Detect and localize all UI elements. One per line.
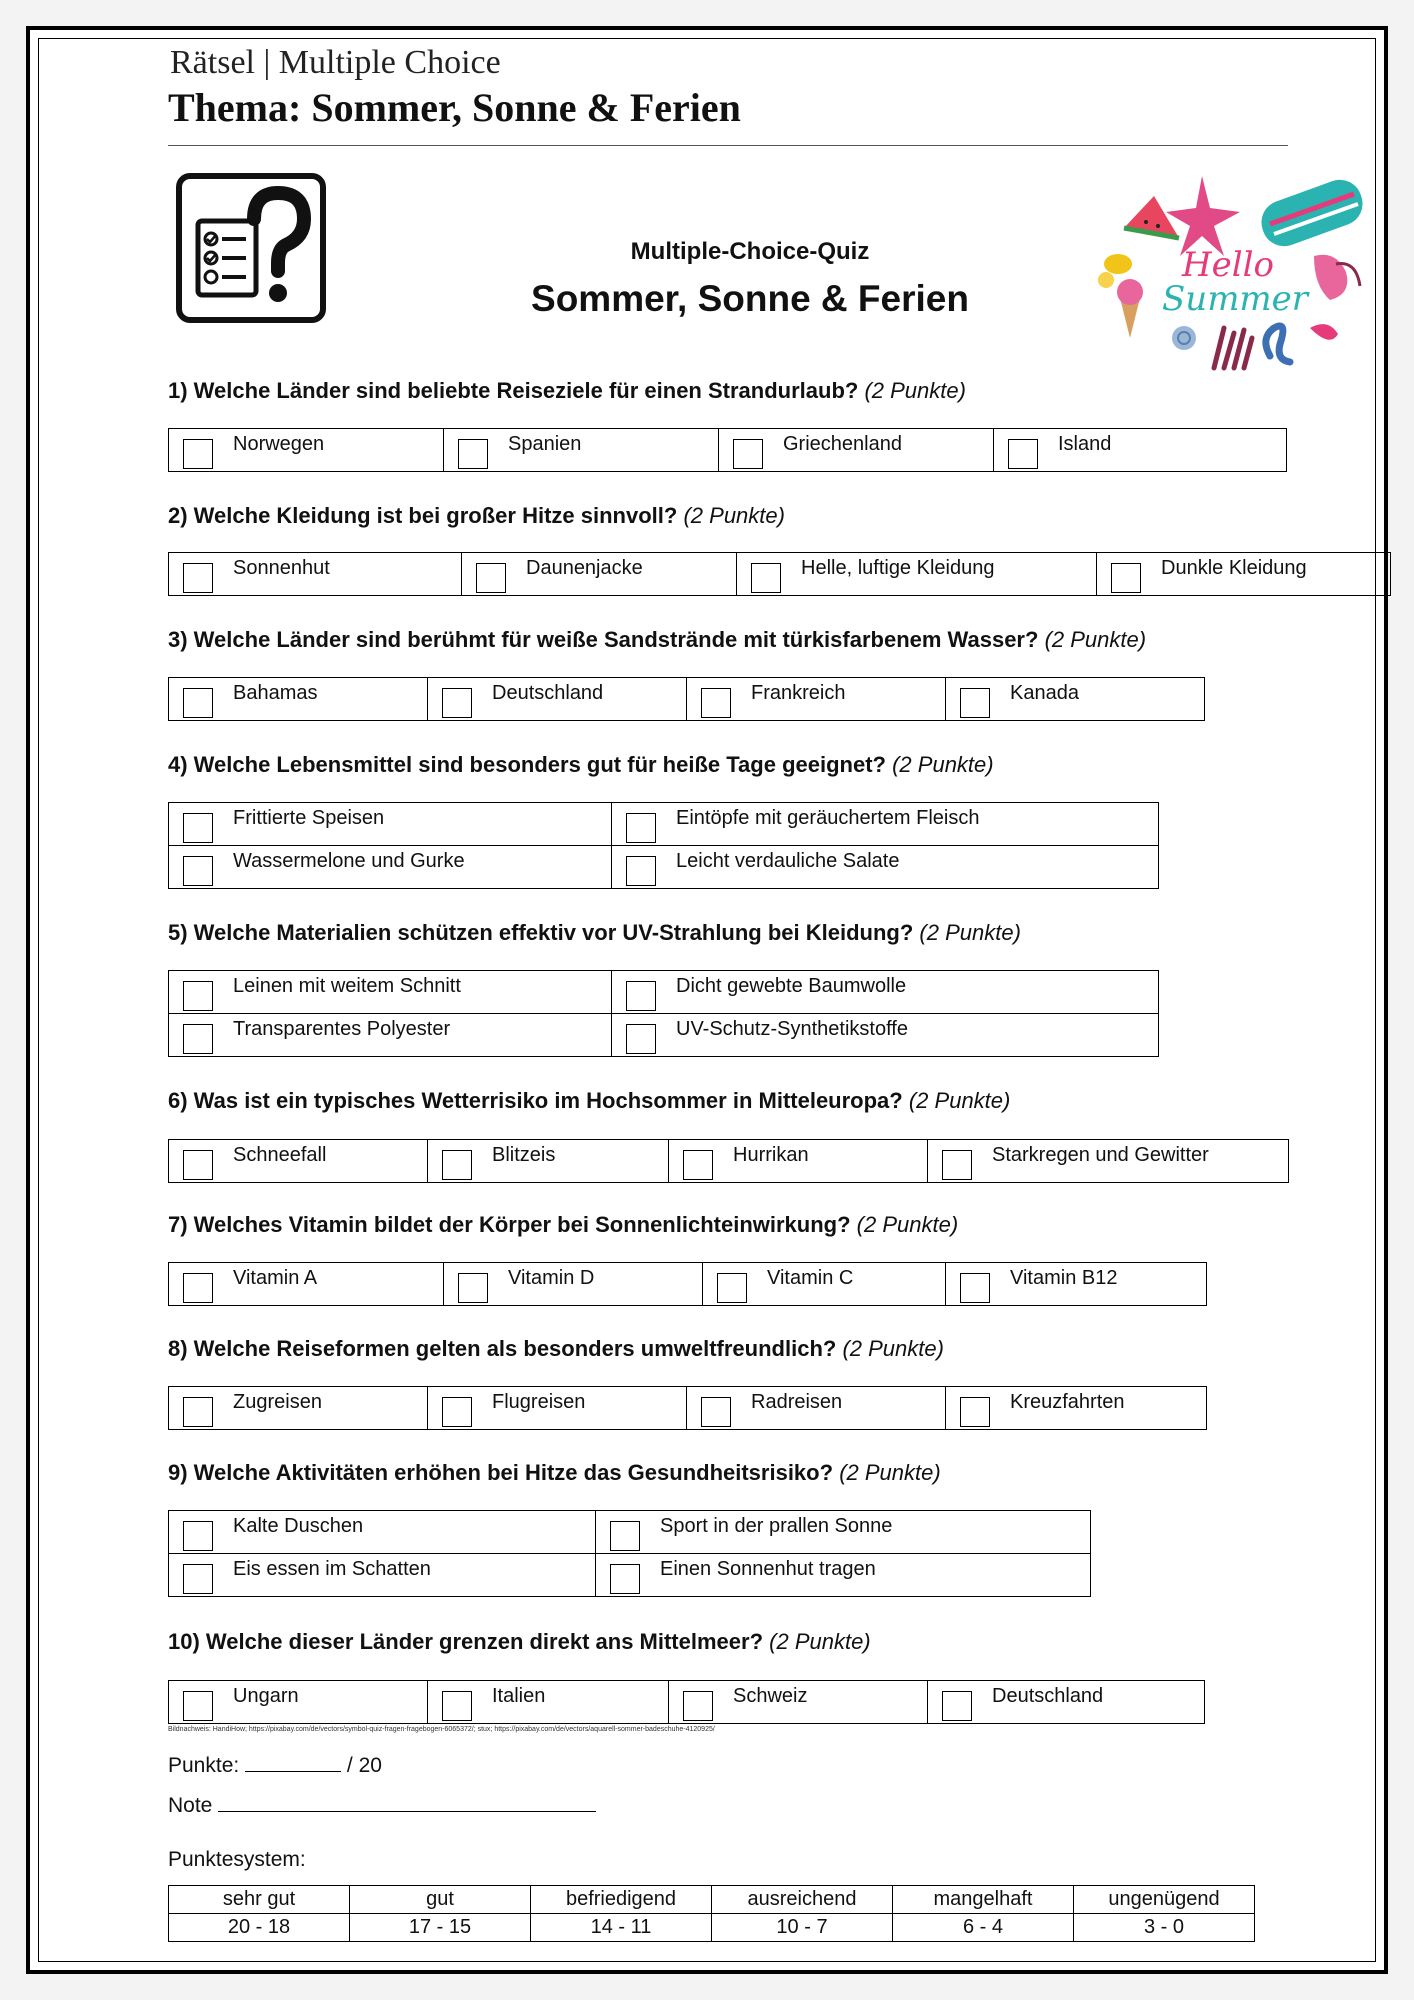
checkbox[interactable] (701, 688, 731, 718)
option-label: Vitamin C (767, 1266, 854, 1289)
checkbox[interactable] (183, 563, 213, 593)
checkbox[interactable] (1008, 439, 1038, 469)
option-cell[interactable] (169, 429, 444, 472)
option-label: Schneefall (233, 1143, 327, 1166)
checkbox[interactable] (626, 1024, 656, 1054)
question-4 (168, 752, 994, 778)
question-6-points: (2 Punkte) (908, 1088, 1011, 1113)
question-8 (168, 1336, 944, 1362)
sticker-hello-text: Hello (1182, 245, 1274, 285)
question-5-points: (2 Punkte) (919, 920, 1021, 945)
quiz-title: Sommer, Sonne & Ferien (531, 278, 969, 319)
question-8-points: (2 Punkte) (842, 1336, 944, 1361)
option-label: Starkregen und Gewitter (992, 1143, 1209, 1166)
grade-name: befriedigend (531, 1886, 712, 1914)
option-cell[interactable] (169, 971, 612, 1014)
option-cell[interactable] (596, 1511, 1091, 1554)
checkbox[interactable] (717, 1273, 747, 1303)
option-cell[interactable] (444, 429, 719, 472)
option-cell[interactable] (428, 1140, 669, 1183)
checkbox[interactable] (701, 1397, 731, 1427)
question-6 (168, 1088, 1010, 1114)
checkbox[interactable] (476, 563, 506, 593)
option-cell[interactable] (169, 1511, 596, 1554)
checkbox[interactable] (183, 1150, 213, 1180)
question-1-text: 1) Welche Länder sind beliebte Reiseziele für einen Strandurlaub? (168, 378, 859, 403)
question-7-text: 7) Welches Vitamin bildet der Körper bei Sonnenlichteinwirkung? (168, 1212, 851, 1237)
option-cell[interactable] (428, 1681, 669, 1724)
option-cell[interactable] (596, 1554, 1091, 1597)
note-label: Note (168, 1794, 213, 1817)
option-label: Eis essen im Schatten (233, 1557, 431, 1580)
question-8-text: 8) Welche Reiseformen gelten als besonders umweltfreundlich? (168, 1336, 837, 1361)
question-1 (168, 378, 966, 404)
checkbox[interactable] (183, 813, 213, 843)
checkbox[interactable] (442, 1397, 472, 1427)
option-cell[interactable] (169, 1554, 596, 1597)
question-8-options (168, 1386, 1207, 1430)
question-6-options (168, 1139, 1289, 1183)
grade-name: ausreichend (712, 1886, 893, 1914)
option-cell[interactable] (169, 1014, 612, 1057)
header-title: Thema: Sommer, Sonne & Ferien (168, 85, 741, 130)
grade-ranges-row (169, 1914, 1255, 1942)
option-label: Vitamin D (508, 1266, 595, 1289)
question-6-text: 6) Was ist ein typisches Wetterrisiko im Hochsommer in Mitteleuropa? (168, 1088, 903, 1113)
grade-range: 6 - 4 (893, 1914, 1074, 1942)
checkbox[interactable] (183, 981, 213, 1011)
option-cell[interactable] (612, 1014, 1159, 1057)
checkbox[interactable] (960, 1273, 990, 1303)
question-4-options (168, 802, 1159, 889)
option-label: Leinen mit weitem Schnitt (233, 974, 461, 997)
checkbox[interactable] (733, 439, 763, 469)
option-cell[interactable] (444, 1263, 703, 1306)
score-max: / 20 (346, 1754, 382, 1777)
grade-range: 20 - 18 (169, 1914, 350, 1942)
option-label: Deutschland (992, 1684, 1104, 1707)
option-label: Blitzeis (492, 1143, 556, 1166)
option-label: Frankreich (751, 681, 846, 704)
checkbox[interactable] (960, 1397, 990, 1427)
question-5-options (168, 970, 1159, 1057)
quiz-checklist-question-icon (176, 173, 326, 323)
checkbox[interactable] (942, 1150, 972, 1180)
checkbox[interactable] (751, 563, 781, 593)
checkbox[interactable] (442, 1150, 472, 1180)
option-label: Griechenland (783, 432, 902, 455)
score-label: Punkte: (168, 1754, 240, 1777)
option-label: Spanien (508, 432, 582, 455)
option-cell[interactable] (169, 1387, 428, 1430)
quiz-type-label: Multiple-Choice-Quiz (630, 238, 870, 265)
option-cell[interactable] (169, 553, 462, 596)
question-7-points: (2 Punkte) (856, 1212, 959, 1237)
option-label: Italien (492, 1684, 546, 1707)
question-4-text: 4) Welche Lebensmittel sind besonders gut für heiße Tage geeignet? (168, 752, 886, 777)
option-cell[interactable] (612, 971, 1159, 1014)
sticker-summer-text: Summer (1162, 279, 1309, 319)
grade-name: mangelhaft (893, 1886, 1074, 1914)
option-cell[interactable] (169, 803, 612, 846)
option-cell[interactable] (169, 1140, 428, 1183)
question-10-options (168, 1680, 1205, 1724)
option-cell[interactable] (669, 1140, 928, 1183)
grading-table (168, 1885, 1255, 1942)
option-cell[interactable] (462, 553, 737, 596)
grade-range: 3 - 0 (1074, 1914, 1255, 1942)
option-cell[interactable] (946, 1263, 1207, 1306)
checkbox[interactable] (183, 439, 213, 469)
grade-name: gut (350, 1886, 531, 1914)
option-cell[interactable] (719, 429, 994, 472)
option-label: Transparentes Polyester (233, 1017, 451, 1040)
note-blank[interactable] (218, 1793, 596, 1812)
question-10-text: 10) Welche dieser Länder grenzen direkt ans Mittelmeer? (168, 1629, 764, 1654)
option-label: Zugreisen (233, 1390, 322, 1413)
option-cell[interactable] (687, 678, 946, 721)
checkbox[interactable] (183, 1397, 213, 1427)
option-cell[interactable] (1097, 553, 1391, 596)
question-3-options (168, 677, 1205, 721)
checkbox[interactable] (626, 813, 656, 843)
option-cell[interactable] (737, 553, 1097, 596)
option-label: Norwegen (233, 432, 325, 455)
checkbox[interactable] (458, 439, 488, 469)
header-divider (168, 145, 1288, 146)
option-label: Ungarn (233, 1684, 299, 1707)
grade-names-row (169, 1886, 1255, 1914)
option-cell[interactable] (169, 1681, 428, 1724)
note-line (168, 1793, 596, 1818)
option-cell[interactable] (169, 846, 612, 889)
option-label: Daunenjacke (526, 556, 643, 579)
grade-range: 17 - 15 (350, 1914, 531, 1942)
option-label: Vitamin A (233, 1266, 318, 1289)
option-cell[interactable] (169, 678, 428, 721)
grade-range: 14 - 11 (531, 1914, 712, 1942)
option-cell[interactable] (946, 1387, 1207, 1430)
checkbox[interactable] (458, 1273, 488, 1303)
option-cell[interactable] (687, 1387, 946, 1430)
question-1-options (168, 428, 1287, 472)
question-3 (168, 627, 1146, 653)
checkbox[interactable] (183, 856, 213, 886)
option-cell[interactable] (428, 1387, 687, 1430)
option-label: Kanada (1010, 681, 1079, 704)
option-label: Dicht gewebte Baumwolle (676, 974, 907, 997)
question-9-options (168, 1510, 1091, 1597)
score-blank[interactable] (245, 1753, 341, 1772)
question-10-points: (2 Punkte) (769, 1629, 871, 1654)
option-cell[interactable] (946, 678, 1205, 721)
question-9-points: (2 Punkte) (839, 1460, 941, 1485)
option-label: Deutschland (492, 681, 604, 704)
checkbox[interactable] (683, 1150, 713, 1180)
checkbox[interactable] (442, 1691, 472, 1721)
checkbox[interactable] (183, 1691, 213, 1721)
header-subtitle: Rätsel | Multiple Choice (170, 44, 501, 81)
option-label: Eintöpfe mit geräuchertem Fleisch (676, 806, 980, 829)
option-label: Island (1058, 432, 1112, 455)
option-cell[interactable] (928, 1681, 1205, 1724)
question-9 (168, 1460, 941, 1486)
option-label: Bahamas (233, 681, 318, 704)
option-cell[interactable] (169, 1263, 444, 1306)
question-9-text: 9) Welche Aktivitäten erhöhen bei Hitze das Gesundheitsrisiko? (168, 1460, 834, 1485)
option-label: Kreuzfahrten (1010, 1390, 1125, 1413)
grading-label: Punktesystem: (168, 1848, 306, 1871)
question-4-points: (2 Punkte) (892, 752, 994, 777)
checkbox[interactable] (183, 1564, 213, 1594)
grade-range: 10 - 7 (712, 1914, 893, 1942)
grade-name: ungenügend (1074, 1886, 1255, 1914)
question-2-text: 2) Welche Kleidung ist bei großer Hitze sinnvoll? (168, 503, 678, 528)
checkbox[interactable] (610, 1521, 640, 1551)
question-7-options (168, 1262, 1207, 1306)
question-10 (168, 1629, 871, 1655)
question-2-points: (2 Punkte) (683, 503, 785, 528)
option-label: Helle, luftige Kleidung (801, 556, 995, 579)
option-label: Sport in der prallen Sonne (660, 1514, 893, 1537)
checkbox[interactable] (942, 1691, 972, 1721)
checkbox[interactable] (960, 688, 990, 718)
option-label: Einen Sonnenhut tragen (660, 1557, 876, 1580)
hello-summer-sticker (1084, 168, 1380, 378)
option-label: Vitamin B12 (1010, 1266, 1118, 1289)
checkbox[interactable] (1111, 563, 1141, 593)
option-cell[interactable] (703, 1263, 946, 1306)
question-5-text: 5) Welche Materialien schützen effektiv vor UV-Strahlung bei Kleidung? (168, 920, 914, 945)
option-label: Wassermelone und Gurke (233, 849, 465, 872)
option-cell[interactable] (994, 429, 1287, 472)
option-label: Frittierte Speisen (233, 806, 385, 829)
option-cell[interactable] (928, 1140, 1289, 1183)
question-7 (168, 1212, 958, 1238)
checkbox[interactable] (183, 688, 213, 718)
question-2 (168, 503, 785, 529)
checkbox[interactable] (683, 1691, 713, 1721)
option-label: Dunkle Kleidung (1161, 556, 1307, 579)
question-3-points: (2 Punkte) (1044, 627, 1147, 652)
grade-name: sehr gut (169, 1886, 350, 1914)
option-label: Schweiz (733, 1684, 808, 1707)
option-label: Radreisen (751, 1390, 843, 1413)
option-cell[interactable] (669, 1681, 928, 1724)
option-label: Flugreisen (492, 1390, 586, 1413)
option-label: Sonnenhut (233, 556, 330, 579)
question-3-text: 3) Welche Länder sind berühmt für weiße Sandstrände mit türkisfarbenem Wasser? (168, 627, 1039, 652)
option-cell[interactable] (428, 678, 687, 721)
score-line (168, 1753, 382, 1778)
question-5 (168, 920, 1021, 946)
checkbox[interactable] (610, 1564, 640, 1594)
checkbox[interactable] (626, 856, 656, 886)
question-1-points: (2 Punkte) (864, 378, 966, 403)
option-label: UV-Schutz-Synthetikstoffe (676, 1017, 908, 1040)
checkbox[interactable] (442, 688, 472, 718)
option-label: Hurrikan (733, 1143, 809, 1166)
option-cell[interactable] (612, 846, 1159, 889)
checkbox[interactable] (183, 1024, 213, 1054)
option-label: Leicht verdauliche Salate (676, 849, 900, 872)
question-2-options (168, 552, 1391, 596)
option-cell[interactable] (612, 803, 1159, 846)
checkbox[interactable] (183, 1273, 213, 1303)
image-credit: Bildnachweis: HandiHow; https://pixabay.com/de/vectors/symbol-quiz-fragen-fragebogen-6065372/; stux; https://pixabay.com/de/vectors/aquarell-sommer-badeschuhe-4120925/ (168, 1726, 715, 1733)
option-label: Kalte Duschen (233, 1514, 364, 1537)
checkbox[interactable] (183, 1521, 213, 1551)
checkbox[interactable] (626, 981, 656, 1011)
